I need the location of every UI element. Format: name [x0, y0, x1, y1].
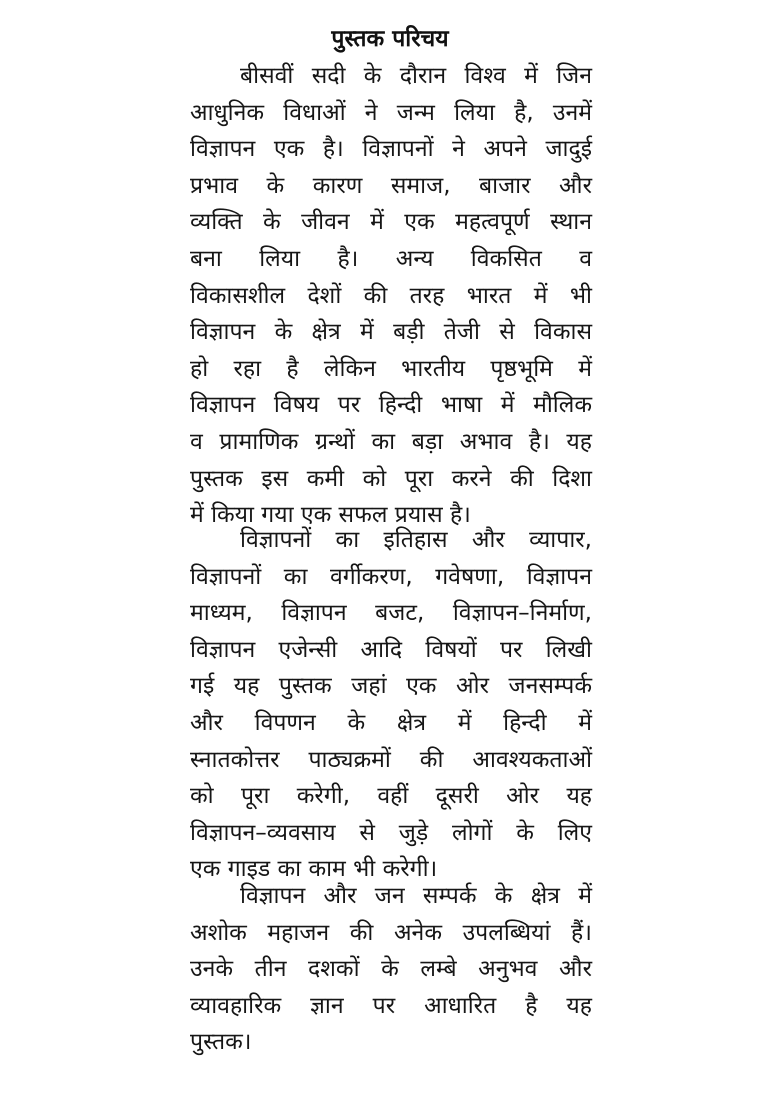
text-line: उनके तीन दशकों के लम्बे अनुभव और [190, 956, 592, 983]
text-line: विज्ञापन और जन सम्पर्क के क्षेत्र में [240, 883, 592, 909]
text-line: बना लिया है। अन्य विकसित व [190, 245, 592, 272]
text-line: स्नातकोत्तर पाठ्यक्रमों की आवश्यकताओं [190, 746, 592, 773]
text-line: हो रहा है लेकिन भारतीय पृष्ठभूमि में [190, 355, 592, 382]
text-line: व प्रामाणिक ग्रन्थों का बड़ा अभाव है। यह [190, 428, 592, 455]
paragraph-3 [190, 878, 592, 1061]
text-line: एक गाइड का काम भी करेगी। [190, 856, 438, 883]
paragraph-1 [190, 58, 592, 534]
text-line: विज्ञापनों का वर्गीकरण, गवेषणा, विज्ञापन [190, 563, 592, 590]
body-text [190, 0, 592, 1108]
text-line: पुस्तक इस कमी को पूरा करने की दिशा [190, 465, 592, 492]
text-line: पुस्तक। [190, 1029, 252, 1056]
text-line: प्रभाव के कारण समाज, बाजार और [190, 172, 592, 199]
text-line: विज्ञापन एक है। विज्ञापनों ने अपने जादुई [190, 136, 592, 163]
text-line: विज्ञापन एजेन्सी आदि विषयों पर लिखी [190, 636, 592, 663]
text-line: व्यक्ति के जीवन में एक महत्वपूर्ण स्थान [190, 209, 592, 236]
text-line: बीसवीं सदी के दौरान विश्व में जिन [240, 63, 592, 89]
text-line: अशोक महाजन की अनेक उपलब्धियां हैं। [190, 919, 592, 946]
text-line: विज्ञापनों का इतिहास और व्यापार, [240, 527, 592, 553]
paragraph-2 [190, 522, 592, 888]
text-line: विज्ञापन–व्यवसाय से जुड़े लोगों के लिए [190, 819, 592, 846]
text-line: व्यावहारिक ज्ञान पर आधारित है यह [190, 992, 592, 1019]
text-line: में किया गया एक सफल प्रयास है। [190, 502, 471, 529]
text-line: विज्ञापन के क्षेत्र में बड़ी तेजी से विकास [190, 319, 592, 346]
text-line: माध्यम, विज्ञापन बजट, विज्ञापन–निर्माण, [190, 600, 592, 627]
text-line: को पूरा करेगी, वहीं दूसरी ओर यह [190, 783, 592, 810]
text-line: और विपणन के क्षेत्र में हिन्दी में [190, 709, 592, 736]
page-title: पुस्तक परिचय [331, 26, 449, 52]
text-line: विकासशील देशों की तरह भारत में भी [190, 282, 592, 309]
text-line: आधुनिक विधाओं ने जन्म लिया है, उनमें [190, 99, 592, 126]
text-line: विज्ञापन विषय पर हिन्दी भाषा में मौलिक [190, 392, 592, 419]
text-line: गई यह पुस्तक जहां एक ओर जनसम्पर्क [190, 673, 592, 700]
